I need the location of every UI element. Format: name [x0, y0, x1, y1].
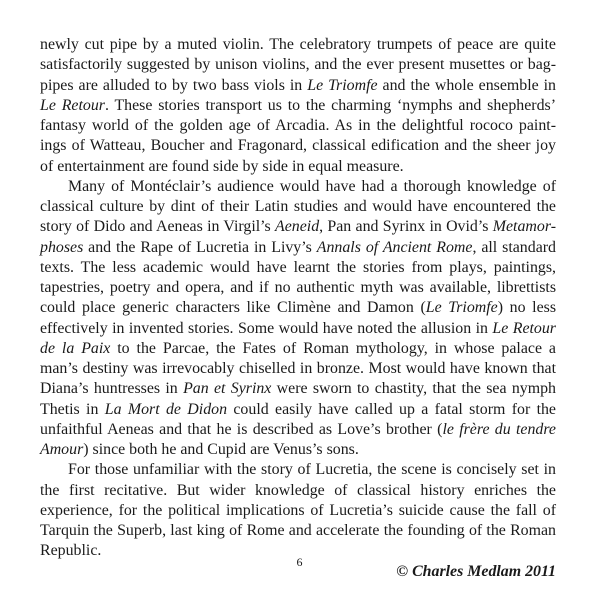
- paragraph-2-text: were sworn to chastity, that the sea nymph Thetis in: [40, 380, 556, 418]
- work-title-aeneid: Aeneid: [275, 218, 320, 236]
- body-text: [40, 35, 556, 582]
- paragraph-2-text: and the Rape of Lucretia in Livy’s: [83, 238, 317, 256]
- paragraph-2-text: Many of Montéclair’s audience would have had a thorough knowledge of classical culture by dint of their Latin studies and would have encountered the story of Dido and Aeneas in Virgil’s: [40, 177, 556, 236]
- work-title-le-triomfe: Le Triomfe: [307, 76, 378, 94]
- paragraph-3-text: For those unfamiliar with the story of Lucretia, the scene is concisely set in the first recitative. But wider knowledge of classical history enriches the experience, for the political implications of Lucretia’s suicide cause the fall of Tarquin the Superb, last king of Rome and accelerate the founding of the Roman Republic.: [40, 461, 556, 560]
- work-title-la-mort-de-didon: La Mort de Didon: [104, 400, 228, 418]
- paragraph-2-text: , Pan and Syrinx in Ovid’s: [319, 218, 493, 236]
- work-title-le-retour-de-la-paix: Le Retour de la Paix: [40, 319, 556, 357]
- paragraph-2-text: ) since both he and Cupid are Venus’s sons.: [83, 441, 359, 458]
- paragraph-1-text: newly cut pipe by a muted violin. The celebratory trumpets of peace are quite satisfactorily suggested by unison violins, and the ever present musettes or bag-pipes are alluded to by two bass viols in: [40, 36, 556, 94]
- paragraph-1-text: and the whole ensemble in: [377, 76, 557, 94]
- work-title-metamorphoses: Metamor-phoses: [40, 218, 556, 256]
- work-title-le-retour: Le Retour: [40, 96, 105, 114]
- work-title-le-triomfe: Le Triomfe: [425, 299, 498, 317]
- page-number: 6: [296, 555, 303, 569]
- paragraph-2-text: , all standard texts. The less academic would have learnt the stories from plays, paintings, tapestries, poetry and opera, and if no authentic myth was available, librettists could place generic characters like Climène and Damon (: [40, 238, 556, 317]
- work-title-pan-et-syrinx: Pan et Syrinx: [183, 380, 272, 398]
- paragraph-1: [40, 35, 556, 177]
- work-title-annals: Annals of Ancient Rome: [316, 238, 473, 256]
- paragraph-2-text: to the Parcae, the Fates of Roman mythology, in whose palace a man’s destiny was irrevocably chiselled in bronze. Most would have known that Diana’s huntresses in: [40, 339, 556, 398]
- paragraph-2-text: could easily have called up a fatal storm for the unfaithful Aeneas and that he is described as Love’s brother (: [40, 400, 556, 438]
- copyright-credit: © Charles Medlam 2011: [396, 562, 556, 580]
- paragraph-1-text: . These stories transport us to the charming ‘nymphs and shepherds’ fantasy world of the golden age of Arcadia. As in the delightful rococo paint-ings of Watteau, Boucher and Fragonard, classical edification and the sheer joy of entertainment are found side by side in equal measure.: [40, 96, 556, 175]
- paragraph-3: [40, 460, 556, 561]
- paragraph-2-text: ) no less effectively in invented stories. Some would have noted the allusion in: [40, 299, 557, 337]
- paragraph-2: [40, 177, 556, 461]
- quotation-le-frere-du-tendre-amour: le frère du tendre Amour: [40, 420, 556, 458]
